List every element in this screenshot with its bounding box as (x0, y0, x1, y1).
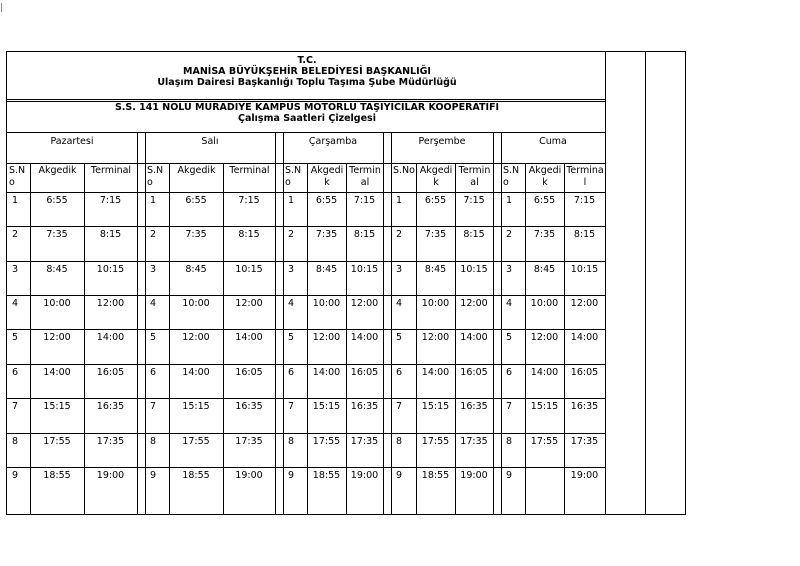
day-separator (283, 132, 284, 514)
terminal-time: 8:15 (99, 229, 122, 240)
day-separator (145, 132, 146, 514)
terminal-time: 19:00 (350, 470, 379, 481)
terminal-time: 10:15 (350, 264, 379, 275)
terminal-time: 16:05 (460, 367, 488, 378)
terminal-time: 16:35 (570, 401, 599, 412)
terminal-time: 12:00 (350, 298, 379, 309)
terminal-time: 8:15 (573, 229, 596, 240)
row-number: 9 (288, 470, 295, 481)
row-number: 2 (12, 229, 19, 240)
row-divider (7, 467, 605, 468)
sno-header: S.No (285, 165, 302, 188)
row-number: 6 (150, 367, 157, 378)
akgedik-header: Akgedik (528, 165, 562, 188)
day-separator (383, 132, 384, 514)
akgedik-time: 8:45 (185, 264, 207, 275)
row-number: 1 (396, 195, 403, 206)
day-name-5: Cuma (539, 136, 567, 147)
terminal-header: Terminal (349, 165, 381, 188)
akgedik-time: 18:55 (182, 470, 210, 481)
day-separator (493, 132, 494, 514)
akgedik-time: 6:55 (315, 195, 338, 206)
subheader-divider (7, 132, 605, 133)
akgedik-time: 10:00 (43, 298, 71, 309)
row-number: 7 (150, 401, 157, 412)
header-line-1: T.C. (297, 55, 317, 66)
row-number: 3 (150, 264, 157, 275)
sno-header: S.No (393, 165, 415, 176)
row-number: 8 (396, 436, 403, 447)
terminal-time: 16:35 (96, 401, 125, 412)
right-column-divider (605, 52, 606, 514)
header-divider (7, 99, 605, 100)
akgedik-time: 7:35 (315, 229, 338, 240)
row-number: 2 (506, 229, 513, 240)
terminal-time: 14:00 (570, 332, 599, 343)
day-separator (501, 132, 502, 514)
row-number: 4 (12, 298, 19, 309)
terminal-time: 17:35 (235, 436, 263, 447)
row-divider (7, 398, 605, 399)
row-number: 6 (12, 367, 19, 378)
row-number: 3 (12, 264, 19, 275)
row-number: 1 (150, 195, 157, 206)
akgedik-time: 17:55 (43, 436, 71, 447)
akgedik-header: Akgedik (310, 165, 344, 188)
terminal-time: 7:15 (99, 195, 122, 206)
row-divider (7, 329, 605, 330)
terminal-time: 16:35 (460, 401, 488, 412)
akgedik-time: 12:00 (530, 332, 559, 343)
terminal-header: Terminal (229, 165, 270, 176)
terminal-time: 17:35 (460, 436, 488, 447)
row-number: 8 (288, 436, 295, 447)
row-number: 4 (150, 298, 157, 309)
terminal-time: 19:00 (570, 470, 599, 481)
terminal-time: 16:35 (350, 401, 379, 412)
akgedik-time: 8:45 (315, 264, 338, 275)
header-line-2: MANİSA BÜYÜKŞEHİR BELEDİYESİ BAŞKANLIĞI (183, 66, 431, 77)
akgedik-time: 18:55 (43, 470, 71, 481)
terminal-header: Terminal (90, 165, 132, 176)
terminal-time: 12:00 (460, 298, 488, 309)
schedule-sheet (6, 51, 686, 515)
akgedik-time: 8:45 (424, 264, 447, 275)
akgedik-header: Akgedik (38, 165, 77, 176)
akgedik-time: 15:15 (43, 401, 71, 412)
akgedik-time: 10:00 (421, 298, 450, 309)
akgedik-time: 12:00 (43, 332, 71, 343)
akgedik-time: 7:35 (185, 229, 207, 240)
day-name-3: Çarşamba (308, 136, 358, 147)
akgedik-time: 10:00 (182, 298, 210, 309)
row-number: 2 (396, 229, 403, 240)
akgedik-time: 15:15 (421, 401, 450, 412)
row-number: 3 (396, 264, 403, 275)
row-number: 7 (506, 401, 513, 412)
akgedik-time: 18:55 (312, 470, 341, 481)
akgedik-time: 6:55 (533, 195, 556, 206)
akgedik-time: 18:55 (421, 470, 450, 481)
day-separator (275, 132, 276, 514)
terminal-time: 19:00 (235, 470, 263, 481)
day-separator (137, 132, 138, 514)
terminal-time: 12:00 (570, 298, 599, 309)
terminal-time: 10:15 (570, 264, 599, 275)
terminal-header: Terminal (566, 165, 604, 188)
akgedik-time: 12:00 (182, 332, 210, 343)
terminal-time: 14:00 (96, 332, 125, 343)
row-divider (7, 433, 605, 434)
row-number: 2 (150, 229, 157, 240)
row-number: 2 (288, 229, 295, 240)
terminal-time: 7:15 (353, 195, 376, 206)
day-separator (391, 132, 392, 514)
akgedik-time: 8:45 (533, 264, 556, 275)
day-name-4: Perşembe (418, 136, 466, 147)
row-number: 8 (150, 436, 157, 447)
akgedik-time: 7:35 (533, 229, 556, 240)
terminal-time: 10:15 (96, 264, 125, 275)
terminal-time: 14:00 (350, 332, 379, 343)
terminal-time: 7:15 (238, 195, 260, 206)
terminal-time: 14:00 (235, 332, 263, 343)
row-number: 4 (396, 298, 403, 309)
row-number: 9 (12, 470, 19, 481)
row-number: 7 (396, 401, 403, 412)
sno-header: S.No (9, 165, 26, 188)
akgedik-time: 12:00 (312, 332, 341, 343)
terminal-header: Terminal (458, 165, 491, 188)
akgedik-time: 6:55 (424, 195, 447, 206)
day-name-1: Pazartesi (50, 136, 94, 147)
terminal-time: 10:15 (460, 264, 488, 275)
subheader-line-2: Çalışma Saatleri Çizelgesi (238, 113, 376, 124)
akgedik-time: 15:15 (182, 401, 210, 412)
terminal-time: 19:00 (96, 470, 125, 481)
akgedik-time: 15:15 (312, 401, 341, 412)
akgedik-time: 14:00 (182, 367, 210, 378)
day-header-divider (7, 163, 605, 164)
row-number: 6 (396, 367, 403, 378)
akgedik-time: 14:00 (530, 367, 559, 378)
terminal-time: 8:15 (238, 229, 260, 240)
row-number: 9 (506, 470, 513, 481)
row-number: 8 (506, 436, 513, 447)
akgedik-time: 10:00 (530, 298, 559, 309)
akgedik-time: 10:00 (312, 298, 341, 309)
row-number: 3 (506, 264, 513, 275)
row-number: 5 (506, 332, 513, 343)
terminal-time: 7:15 (573, 195, 596, 206)
header-line-3: Ulaşım Dairesi Başkanlığı Toplu Taşıma Şube Müdürlüğü (157, 77, 457, 88)
terminal-time: 8:15 (463, 229, 485, 240)
row-number: 6 (506, 367, 513, 378)
terminal-time: 17:35 (96, 436, 125, 447)
row-number: 1 (506, 195, 513, 206)
akgedik-time: 17:55 (530, 436, 559, 447)
row-number: 8 (12, 436, 19, 447)
row-number: 3 (288, 264, 295, 275)
akgedik-header: Akgedik (419, 165, 453, 188)
terminal-time: 7:15 (463, 195, 485, 206)
row-number: 7 (12, 401, 19, 412)
akgedik-time: 14:00 (421, 367, 450, 378)
akgedik-time: 17:55 (312, 436, 341, 447)
row-number: 4 (288, 298, 295, 309)
day-name-2: Salı (201, 136, 219, 147)
terminal-time: 14:00 (460, 332, 488, 343)
akgedik-time: 14:00 (43, 367, 71, 378)
subheader-line-1: S.S. 141 NOLU MURADİYE KAMPÜS MOTORLU TAŞIYICILAR KOOPERATİFİ (114, 102, 500, 113)
right-column-divider (645, 52, 646, 514)
terminal-time: 17:35 (350, 436, 379, 447)
terminal-time: 16:35 (235, 401, 263, 412)
terminal-time: 16:05 (350, 367, 379, 378)
akgedik-time: 17:55 (421, 436, 450, 447)
terminal-time: 12:00 (235, 298, 263, 309)
terminal-time: 16:05 (235, 367, 263, 378)
akgedik-time: 7:35 (46, 229, 68, 240)
terminal-time: 17:35 (570, 436, 599, 447)
row-number: 9 (150, 470, 157, 481)
row-number: 5 (150, 332, 157, 343)
row-number: 6 (288, 367, 295, 378)
row-number: 7 (288, 401, 295, 412)
terminal-time: 10:15 (235, 264, 263, 275)
row-number: 4 (506, 298, 513, 309)
row-divider (7, 295, 605, 296)
terminal-time: 19:00 (460, 470, 488, 481)
terminal-time: 16:05 (96, 367, 125, 378)
row-divider (7, 226, 605, 227)
terminal-time: 8:15 (353, 229, 376, 240)
header-divider (7, 101, 605, 102)
akgedik-time: 6:55 (185, 195, 207, 206)
sno-header: S.No (147, 165, 164, 188)
row-number: 9 (396, 470, 403, 481)
row-number: 5 (288, 332, 295, 343)
akgedik-time: 6:55 (46, 195, 68, 206)
akgedik-time: 14:00 (312, 367, 341, 378)
page-corner-mark (1, 3, 2, 12)
akgedik-time: 8:45 (46, 264, 68, 275)
akgedik-header: Akgedik (177, 165, 216, 176)
column-header-divider (7, 192, 605, 193)
akgedik-time: 17:55 (182, 436, 210, 447)
terminal-time: 16:05 (570, 367, 599, 378)
row-divider (7, 261, 605, 262)
row-number: 5 (396, 332, 403, 343)
akgedik-time: 15:15 (530, 401, 559, 412)
akgedik-time: 12:00 (421, 332, 450, 343)
row-number: 1 (12, 195, 19, 206)
row-divider (7, 364, 605, 365)
row-number: 1 (288, 195, 295, 206)
terminal-time: 12:00 (96, 298, 125, 309)
sno-header: S.No (503, 165, 520, 188)
row-number: 5 (12, 332, 19, 343)
akgedik-time: 7:35 (424, 229, 447, 240)
